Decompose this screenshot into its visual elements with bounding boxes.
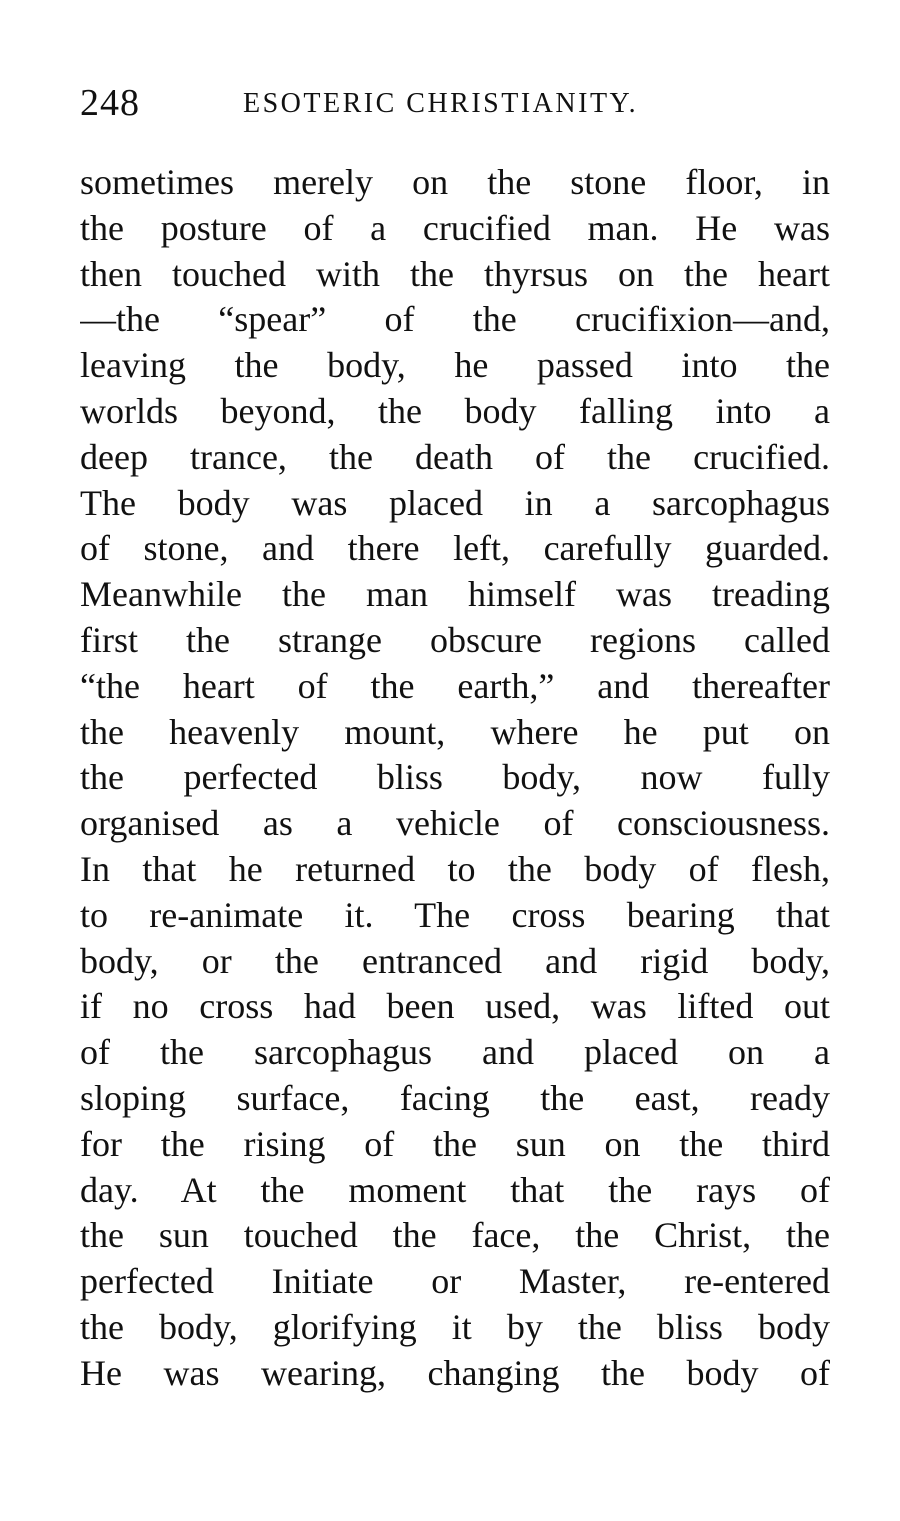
text-line: day. At the moment that the rays of bbox=[80, 1169, 830, 1210]
text-line: organised as a vehicle of consciousness. bbox=[80, 803, 830, 844]
body-text bbox=[80, 160, 830, 1397]
text-line: He was wearing, changing the body of bbox=[80, 1352, 830, 1393]
text-line: the sun touched the face, the Christ, the bbox=[80, 1215, 830, 1256]
text-line: worlds beyond, the body falling into a bbox=[80, 390, 830, 431]
text-line: to re-animate it. The cross bearing that bbox=[80, 894, 830, 935]
page-header bbox=[80, 78, 830, 128]
text-line: In that he returned to the body of flesh, bbox=[80, 848, 830, 889]
text-line: the posture of a crucified man. He was bbox=[80, 207, 830, 248]
text-line: “the heart of the earth,” and thereafter bbox=[80, 665, 830, 706]
text-line: of stone, and there left, carefully guarded. bbox=[80, 528, 830, 569]
running-head: ESOTERIC CHRISTIANITY. bbox=[243, 88, 639, 119]
text-line: Meanwhile the man himself was treading bbox=[80, 574, 830, 615]
text-line: the heavenly mount, where he put on bbox=[80, 711, 830, 752]
text-line: deep trance, the death of the crucified. bbox=[80, 436, 830, 477]
text-line: of the sarcophagus and placed on a bbox=[80, 1032, 830, 1073]
page-number: 248 bbox=[80, 82, 140, 124]
text-line: —the “spear” of the crucifixion—and, bbox=[80, 299, 830, 340]
text-line: leaving the body, he passed into the bbox=[80, 345, 830, 386]
text-line: The body was placed in a sarcophagus bbox=[80, 482, 830, 523]
text-line: for the rising of the sun on the third bbox=[80, 1123, 830, 1164]
text-line: perfected Initiate or Master, re-entered bbox=[80, 1261, 830, 1302]
text-line: sloping surface, facing the east, ready bbox=[80, 1077, 830, 1118]
text-line: body, or the entranced and rigid body, bbox=[80, 940, 830, 981]
text-line: the body, glorifying it by the bliss body bbox=[80, 1306, 830, 1347]
text-line: sometimes merely on the stone floor, in bbox=[80, 162, 830, 202]
text-line: first the strange obscure regions called bbox=[80, 619, 830, 660]
text-line: then touched with the thyrsus on the heart bbox=[80, 253, 830, 294]
text-line: if no cross had been used, was lifted out bbox=[80, 986, 830, 1027]
text-line: the perfected bliss body, now fully bbox=[80, 757, 830, 798]
